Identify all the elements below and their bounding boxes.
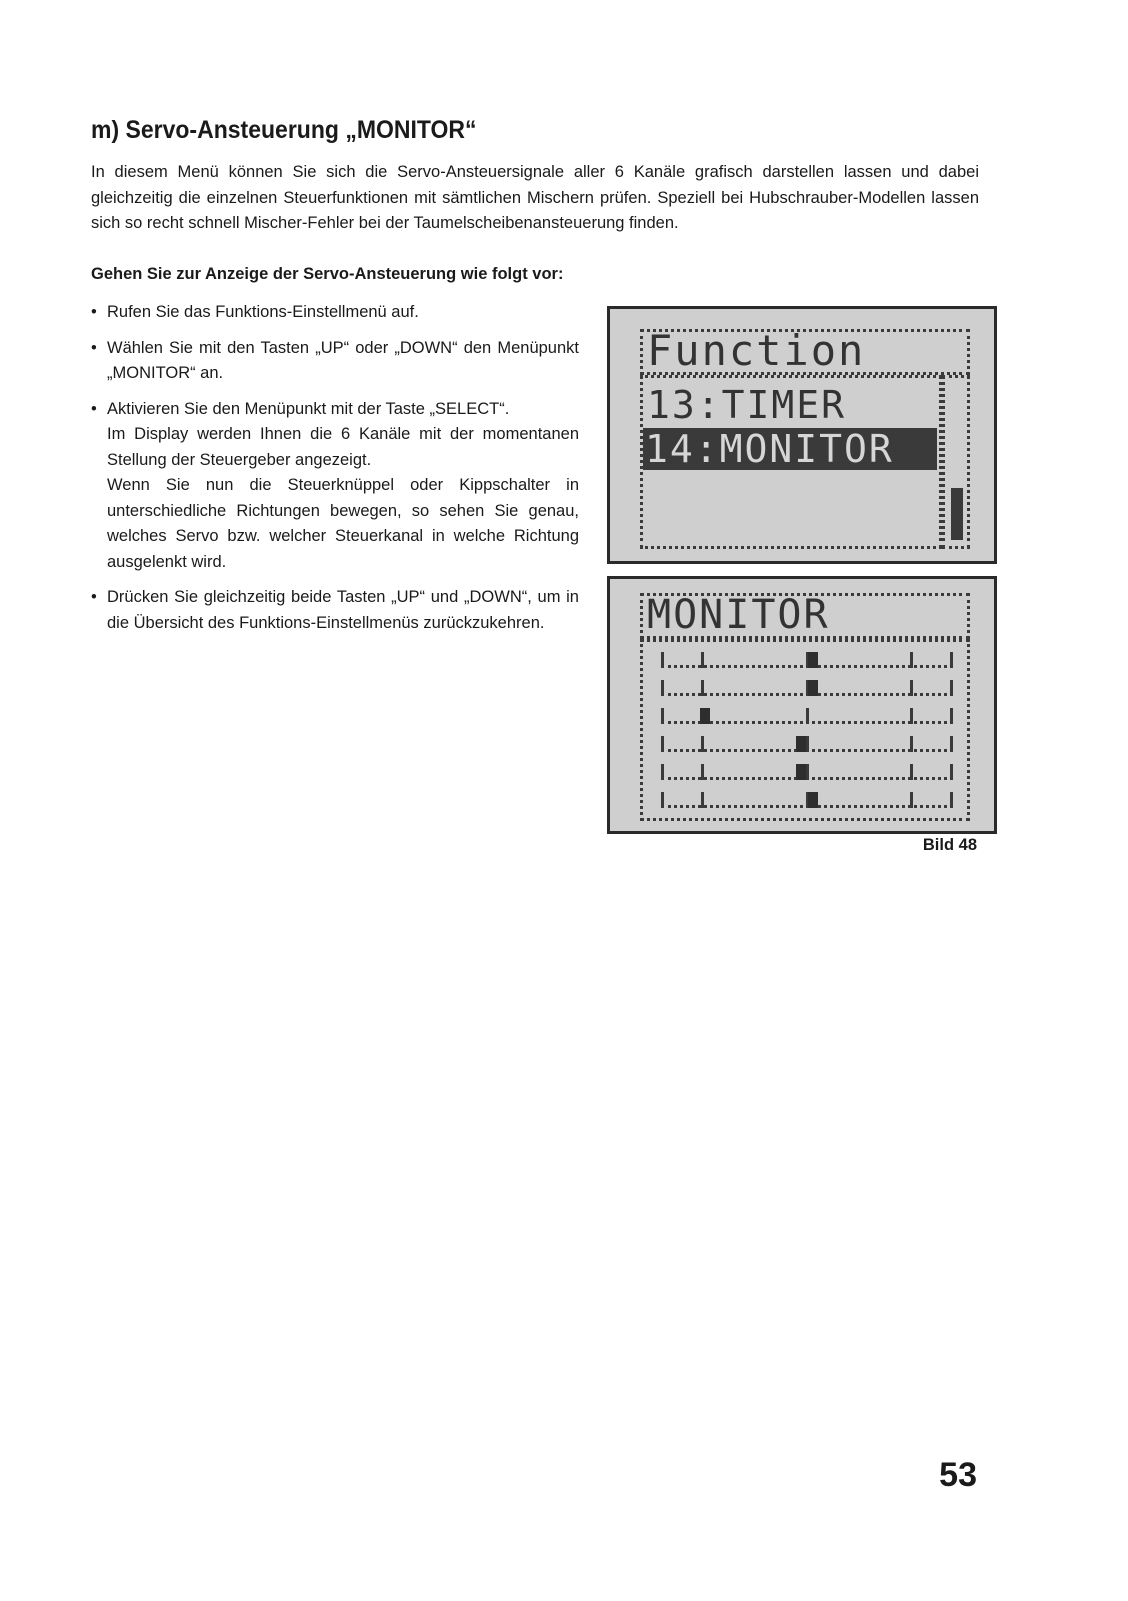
step-return <box>91 585 579 636</box>
lcd-scrollbar-thumb <box>951 488 963 540</box>
channel-position-indicator <box>808 652 818 668</box>
channel-grid <box>640 639 970 821</box>
channel-tick <box>950 792 953 808</box>
lcd-monitor-screen <box>607 576 997 834</box>
channel-tick <box>806 736 809 752</box>
channel-position-indicator <box>808 792 818 808</box>
section-title: m) Servo-Ansteuerung „MONITOR“ <box>91 116 477 144</box>
lcd-header <box>640 326 970 375</box>
bullet: • <box>91 588 97 606</box>
channel-tick <box>701 764 704 780</box>
lcd-title: MONITOR <box>647 592 830 638</box>
channel-tick <box>950 736 953 752</box>
channel-bar-3 <box>661 708 953 724</box>
channel-tick <box>910 792 913 808</box>
channel-tick <box>701 736 704 752</box>
channel-tick <box>950 652 953 668</box>
channel-tick <box>910 652 913 668</box>
channel-bar-4 <box>661 736 953 752</box>
intro-paragraph: In diesem Menü können Sie sich die Servo-Ansteuersignale aller 6 Kanäle grafisch darstellen lassen und dabei gleichzeitig die einzelnen Steuerfunktionen mit sämtlichen Mischern prüfen. Speziell bei Hubschrauber-Modellen lassen sich so recht schnell Mischer-Fehler bei der Taumelscheibenansteuerung finden. <box>91 163 979 232</box>
channel-tick <box>806 764 809 780</box>
channel-tick <box>950 764 953 780</box>
channel-bar-1 <box>661 652 953 668</box>
step-text: Rufen Sie das Funktions-Einstellmenü auf. <box>107 303 419 321</box>
channel-bar-2 <box>661 680 953 696</box>
channel-tick <box>910 708 913 724</box>
channel-tick <box>910 764 913 780</box>
step-text: Drücken Sie gleichzeitig beide Tasten „UP“ und „DOWN“, um in die Übersicht des Funktions-Einstellmenüs zurückzukehren. <box>107 588 579 632</box>
step-text: Wählen Sie mit den Tasten „UP“ oder „DOWN“ den Menüpunkt „MONITOR“ an. <box>107 338 579 382</box>
step-note: Im Display werden Ihnen die 6 Kanäle mit der momentanen Stellung der Steuergeber angezeigt. <box>107 425 579 469</box>
menu-item-monitor-selected: 14:MONITOR <box>643 428 937 470</box>
channel-tick <box>661 792 664 808</box>
channel-tick <box>701 652 704 668</box>
channel-position-indicator <box>808 680 818 696</box>
lcd-function-menu <box>607 306 997 564</box>
channel-tick <box>950 708 953 724</box>
channel-tick <box>950 680 953 696</box>
bullet: • <box>91 338 97 357</box>
instruction-steps <box>91 300 579 636</box>
lcd-header <box>640 593 970 639</box>
figure-caption: Bild 48 <box>922 836 977 854</box>
lcd-title: Function <box>647 326 866 375</box>
step-select-monitor <box>91 336 579 387</box>
page-number: 53 <box>939 1456 977 1494</box>
channel-tick <box>701 680 704 696</box>
channel-position-indicator <box>796 764 806 780</box>
bullet: • <box>91 303 97 321</box>
channel-tick <box>910 736 913 752</box>
channel-tick <box>661 680 664 696</box>
lcd-scrollbar <box>942 375 970 549</box>
channel-tick <box>661 764 664 780</box>
bullet: • <box>91 399 97 418</box>
channel-tick <box>910 680 913 696</box>
channel-bar-5 <box>661 764 953 780</box>
menu-item-timer: 13:TIMER <box>647 383 847 427</box>
step-open-menu <box>91 300 579 326</box>
channel-tick <box>806 708 809 724</box>
channel-position-indicator <box>700 708 710 724</box>
channel-position-indicator <box>796 736 806 752</box>
channel-tick <box>661 708 664 724</box>
step-activate <box>91 397 579 576</box>
lcd-menu-list <box>640 375 942 549</box>
instructions-heading: Gehen Sie zur Anzeige der Servo-Ansteuerung wie folgt vor: <box>91 265 564 283</box>
step-note: Wenn Sie nun die Steuerknüppel oder Kippschalter in unterschiedliche Richtungen bewegen, so sehen Sie genau, welches Servo bzw. welcher Steuerkanal in welche Richtung ausgelenkt wird. <box>107 476 579 571</box>
channel-tick <box>661 736 664 752</box>
channel-tick <box>701 792 704 808</box>
channel-tick <box>661 652 664 668</box>
channel-bar-6 <box>661 792 953 808</box>
step-text: Aktivieren Sie den Menüpunkt mit der Taste „SELECT“. <box>107 399 510 418</box>
